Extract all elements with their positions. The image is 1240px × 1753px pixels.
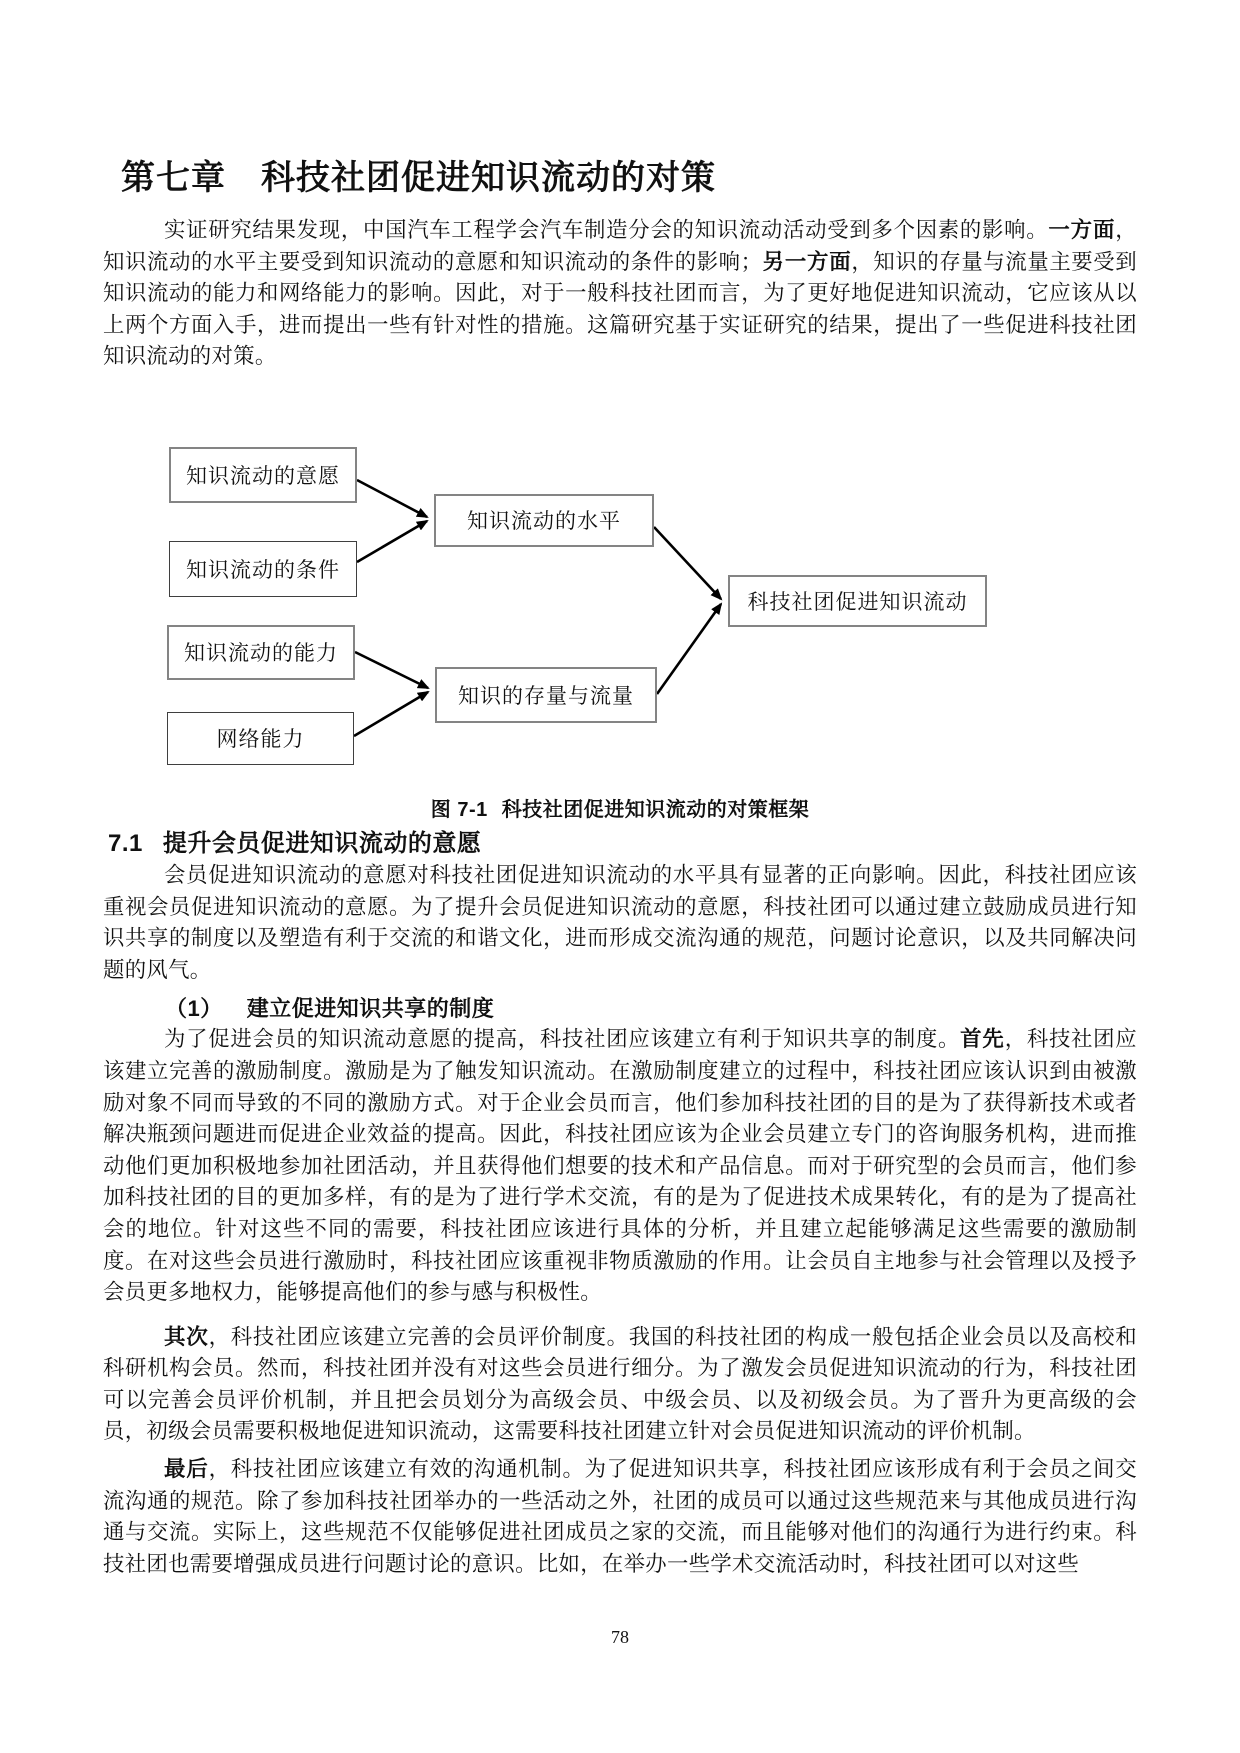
arrow-stock-outcome [657, 604, 721, 694]
chapter-title: 第七章 科技社团促进知识流动的对策 [121, 159, 716, 197]
intro-paragraph: 实证研究结果发现，中国汽车工程学会汽车制造分会的知识流动活动受到多个因素的影响。一方面，知识流动的水平主要受到知识流动的意愿和知识流动的条件的影响；另一方面，知识的存量与流量主要受到知识流动的能力和网络能力的影响。因此，对于一般科技社团而言，为了更好地促进知识流动，它应该从以上两个方面入手，进而提出一些有针对性的措施。这篇研究基于实证研究的结果，提出了一些促进科技社团知识流动的对策。 [103, 218, 1137, 369]
section-7-1-lead-paragraph: 会员促进知识流动的意愿对科技社团促进知识流动的水平具有显著的正向影响。因此，科技社团应该重视会员促进知识流动的意愿。为了提升会员促进知识流动的意愿，科技社团可以通过建立鼓励成员进行知识共享的制度以及塑造有利于交流的和谐文化，进而形成交流沟通的规范，问题讨论意识，以及共同解决问题的风气。 [103, 862, 1137, 982]
paragraph-first: 为了促进会员的知识流动意愿的提高，科技社团应该建立有利于知识共享的制度。首先，科技社团应该建立完善的激励制度。激励是为了触发知识流动。在激励制度建立的过程中，科技社团应该认识到由被激励对象不同而导致的不同的激励方式。对于企业会员而言，他们参加科技社团的目的是为了获得新技术或者解决瓶颈问题进而促进企业效益的提高。因此，科技社团应该为企业会员建立专门的咨询服务机构，进而推动他们更加积极地参加社团活动，并且获得他们想要的技术和产品信息。而对于研究型的会员而言，他们参加科技社团的目的更加多样，有的是为了进行学术交流，有的是为了促进技术成果转化，有的是为了提高社会的地位。针对这些不同的需要，科技社团应该进行具体的分析，并且建立起能够满足这些需要的激励制度。在对这些会员进行激励时，科技社团应该重视非物质激励的作用。让会员自主地参与社会管理以及授予会员更多地权力，能够提高他们的参与感与积极性。 [103, 1027, 1137, 1305]
node-knowledge-flow-capability: 知识流动的能力 [167, 625, 355, 680]
node-knowledge-flow-willingness: 知识流动的意愿 [169, 447, 357, 503]
figure-caption [103, 796, 1137, 824]
arrow-conditions-level [357, 521, 427, 562]
arrow-willingness-level [357, 480, 427, 517]
node-knowledge-stock-flow: 知识的存量与流量 [435, 667, 657, 723]
figure-caption-text: 科技社团促进知识流动的对策框架 [501, 798, 810, 821]
section-number: 7.1 [108, 829, 143, 857]
figure-caption-label: 图 7-1 [430, 798, 488, 821]
arrow-level-outcome [654, 527, 721, 599]
node-knowledge-flow-conditions: 知识流动的条件 [169, 541, 357, 597]
paragraph-second: 其次，科技社团应该建立完善的会员评价制度。我国的科技社团的构成一般包括企业会员以及高校和科研机构会员。然而，科技社团并没有对这些会员进行细分。为了激发会员促进知识流动的行为，科技社团可以完善会员评价机制，并且把会员划分为高级会员、中级会员、以及初级会员。为了晋升为更高级的会员，初级会员需要积极地促进知识流动，这需要科技社团建立针对会员促进知识流动的评价机制。 [103, 1324, 1137, 1444]
subsection-1-heading [103, 994, 1137, 1024]
subsection-label: （1） [165, 996, 223, 1022]
arrow-network-stock [354, 692, 428, 736]
node-society-promote-knowledge-flow: 科技社团促进知识流动 [728, 575, 987, 627]
node-network-capability: 网络能力 [167, 712, 354, 765]
arrow-capability-stock [355, 652, 428, 688]
section-7-1-heading [108, 828, 1137, 860]
paragraph-last: 最后，科技社团应该建立有效的沟通机制。为了促进知识共享，科技社团应该形成有利于会员之间交流沟通的规范。除了参加科技社团举办的一些活动之外，社团的成员可以通过这些规范来与其他成员进行沟通与交流。实际上，这些规范不仅能够促进社团成员之家的交流，而且能够对他们的沟通行为进行约束。科技社团也需要增强成员进行问题讨论的意识。比如，在举办一些学术交流活动时，科技社团可以对这些 [103, 1457, 1137, 1576]
section-title: 提升会员促进知识流动的意愿 [162, 829, 482, 857]
figure-7-1-diagram [103, 440, 1137, 770]
page-content [0, 158, 1240, 1580]
node-knowledge-flow-level: 知识流动的水平 [434, 494, 654, 547]
subsection-title: 建立促进知识共享的制度 [246, 996, 495, 1022]
page-number: 78 [611, 1627, 629, 1647]
